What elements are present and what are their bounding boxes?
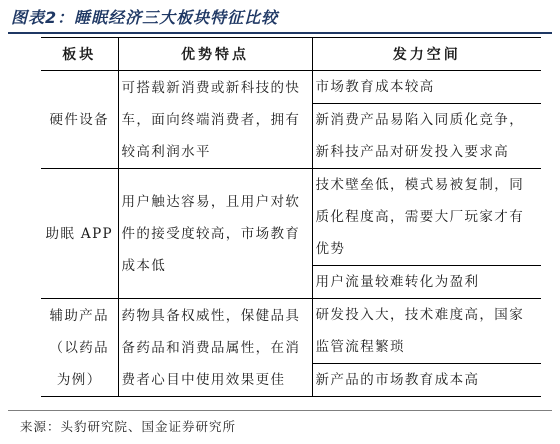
space-item	[313, 299, 542, 363]
table-row-app	[41, 169, 541, 299]
header-advantage: 优势特点	[118, 38, 312, 71]
header-row	[41, 38, 541, 71]
plate-cell	[41, 169, 118, 299]
plate-cell	[41, 299, 118, 397]
table-row-hardware	[41, 71, 541, 169]
advantage-line: 用户触达容易，且用户对软	[121, 193, 301, 210]
advantage-cell	[118, 299, 312, 397]
space-line: 新产品的市场教育成本高	[315, 372, 480, 388]
plate-name: 助眠 APP	[45, 225, 114, 242]
advantage-line: 费者心目中使用效果更佳	[121, 371, 286, 388]
header-space: 发力空间	[312, 38, 541, 71]
figure-title: 图表2：睡眠经济三大板块特征比较	[11, 8, 279, 27]
space-line: 研发投入大，技术难度高，国家	[315, 307, 525, 323]
plate-name-line: （以药品	[49, 339, 110, 356]
header-plate: 板块	[41, 38, 118, 71]
advantage-line: 可搭载新消费或新科技的快	[121, 79, 301, 96]
space-line: 用户流量较难转化为盈利	[315, 274, 480, 290]
advantage-line: 车，面向终端消费者，拥有	[121, 111, 301, 128]
space-cell	[312, 299, 541, 397]
space-item	[313, 103, 542, 168]
table-row-aids	[41, 299, 541, 397]
advantage-line: 药物具备权威性，保健品具	[121, 307, 301, 324]
space-item	[313, 265, 542, 298]
source-note: 来源：头豹研究院、国金证券研究所	[20, 419, 237, 434]
advantage-line: 较高利润水平	[121, 143, 211, 160]
title-rule	[8, 32, 552, 34]
advantage-cell	[118, 71, 312, 169]
space-line: 质化程度高，需要大厂玩家才有	[315, 209, 525, 225]
advantage-cell	[118, 169, 312, 299]
plate-cell	[41, 71, 118, 169]
plate-name-line: 辅助产品	[49, 307, 110, 324]
advantage-line: 备药品和消费品属性，在消	[121, 339, 301, 356]
plate-name: 硬件设备	[49, 111, 110, 128]
advantage-line: 成本低	[121, 257, 167, 274]
space-item	[313, 169, 542, 265]
space-line: 优势	[315, 241, 346, 257]
source-rule	[8, 410, 552, 411]
comparison-table	[41, 37, 541, 397]
space-line: 监管流程繁琐	[315, 339, 405, 355]
space-line: 市场教育成本较高	[315, 79, 435, 95]
space-line: 新科技产品对研发投入要求高	[315, 144, 510, 160]
space-cell	[312, 71, 541, 169]
plate-name-line: 为例）	[56, 371, 102, 388]
advantage-line: 件的接受度较高，市场教育	[121, 225, 301, 242]
space-line: 技术壁垒低，模式易被复制，同	[315, 177, 525, 193]
space-line: 新消费产品易陷入同质化竞争，	[315, 112, 525, 128]
space-item	[313, 71, 542, 103]
space-item	[313, 363, 542, 396]
space-cell	[312, 169, 541, 299]
